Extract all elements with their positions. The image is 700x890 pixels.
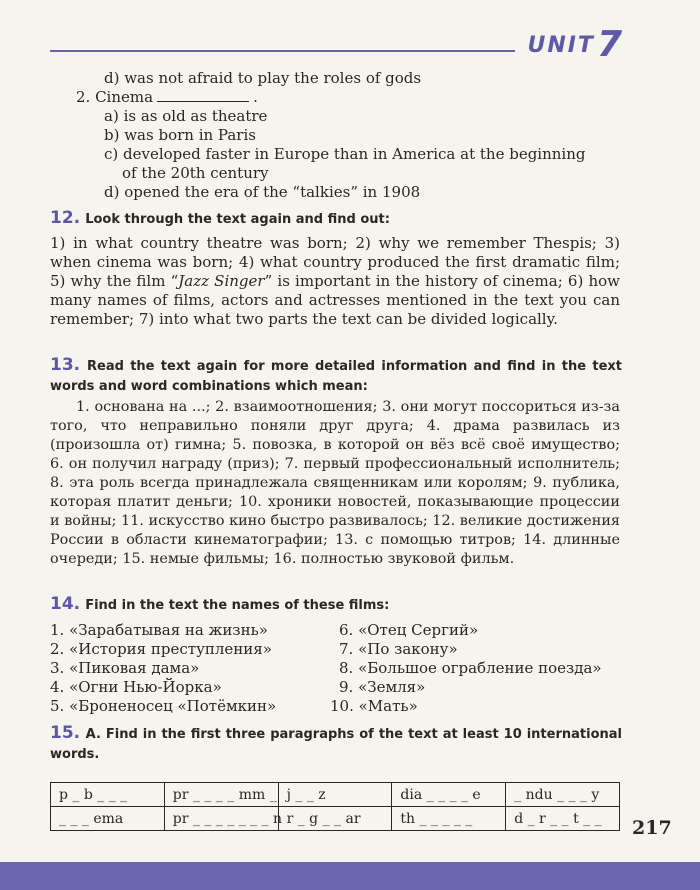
film-item: 3. «Пиковая дама» <box>50 659 200 677</box>
film-item: 2. «История преступления» <box>50 640 272 658</box>
unit-label: UNIT <box>527 32 595 58</box>
word-cell: th _ _ _ _ _ <box>392 807 506 831</box>
word-table <box>50 782 620 831</box>
ex13-title: Read the text again for more detailed information and find in the text words and word combinations which mean: <box>50 359 622 394</box>
film-item: 8. «Большое ограбление поезда» <box>339 659 602 677</box>
word-cell: pr _ _ _ _ mm _ <box>164 783 278 807</box>
ex15-title: A. Find in the first three paragraphs of the text at least 10 international words. <box>50 727 622 762</box>
film-item: 4. «Огни Нью-Йорка» <box>50 678 222 696</box>
film-item: 5. «Броненосец «Потёмкин» <box>50 697 277 715</box>
word-cell: p _ b _ _ _ <box>51 783 165 807</box>
q2-prefix: 2. Cinema <box>76 88 154 106</box>
bottom-color-band <box>0 862 700 890</box>
q2-option-a: a) is as old as theatre <box>104 107 268 125</box>
word-cell: d _ r _ _ t _ _ <box>506 807 620 831</box>
word-cell: dia _ _ _ _ e <box>392 783 506 807</box>
ex13-text: 1. основана на ...; 2. взаимоотношения; 3. они могут поссориться из-за того, что неправильно поняли друг друга; 4. драма развилась из (произошла от) гимна; 5. повозка, в которой он вёз всё своё имущество; 6. он получил награду (приз); 7. первый профессиональный исполнитель; 8. эта роль всегда принадлежала священникам или королям; 9. публика, которая платит деньги; 10. хроники новостей, показывающие процессии и войны; 11. искусство кино быстро развивалось; 12. великие достижения России в области кинематографии; 13. с помощью титров; 14. длинные очереди; 15. немые фильмы; 16. полностью звуковой фильм. <box>50 399 620 567</box>
header-rule <box>50 50 515 52</box>
ex15-heading <box>50 724 622 764</box>
ex14-number: 14. <box>50 594 81 614</box>
ex14-title: Find in the text the names of these films: <box>85 598 390 613</box>
q2-option-c-line1: c) developed faster in Europe than in America at the beginning <box>104 145 586 163</box>
word-cell: _ ndu _ _ _ y <box>506 783 620 807</box>
ex11-prev-option-d: d) was not afraid to play the roles of gods <box>104 69 422 87</box>
table-row <box>51 807 620 831</box>
ex12-film-title: Jazz Singer <box>178 272 265 290</box>
page-number: 217 <box>632 817 672 839</box>
film-item: 10. «Мать» <box>330 697 418 715</box>
q2-option-b: b) was born in Paris <box>104 126 256 144</box>
word-cell: j _ _ z <box>278 783 392 807</box>
ex12-text-part1: 1) in what country theatre was born; 2) why we remember Thespis; 3) when cinema was born; 4) what country produced the first dramatic film; 5) why the film “ <box>50 234 620 290</box>
ex11-question-2 <box>76 88 258 107</box>
ex12-number: 12. <box>50 208 81 228</box>
film-item: 6. «Отец Сергий» <box>339 621 479 639</box>
word-cell: pr _ _ _ _ _ _ _ n <box>164 807 278 831</box>
ex12-text-part2: ” is important in the history of cinema; 6) how many names of films, actors and actresses mentioned in the text you can remember; 7) into what two parts the text can be divided logically. <box>50 272 620 328</box>
ex12-heading <box>50 209 622 229</box>
word-cell: _ _ _ ema <box>51 807 165 831</box>
film-item: 1. «Зарабатывая на жизнь» <box>50 621 268 639</box>
table-row <box>51 783 620 807</box>
ex13-number: 13. <box>50 355 81 375</box>
ex12-title: Look through the text again and find out: <box>85 212 390 227</box>
word-cell: r _ g _ _ ar <box>278 807 392 831</box>
ex13-heading <box>50 356 622 396</box>
unit-number: 7 <box>596 24 622 65</box>
film-item: 7. «По закону» <box>339 640 458 658</box>
ex12-text <box>50 234 620 329</box>
unit-badge <box>518 24 622 65</box>
ex14-heading <box>50 595 622 615</box>
film-item: 9. «Земля» <box>339 678 426 696</box>
ex15-number: 15. <box>50 723 81 743</box>
q2-option-c-line2: of the 20th century <box>122 164 269 182</box>
q2-suffix: . <box>253 88 258 106</box>
answer-blank <box>157 88 249 102</box>
q2-option-d: d) opened the era of the “talkies” in 1908 <box>104 183 421 201</box>
